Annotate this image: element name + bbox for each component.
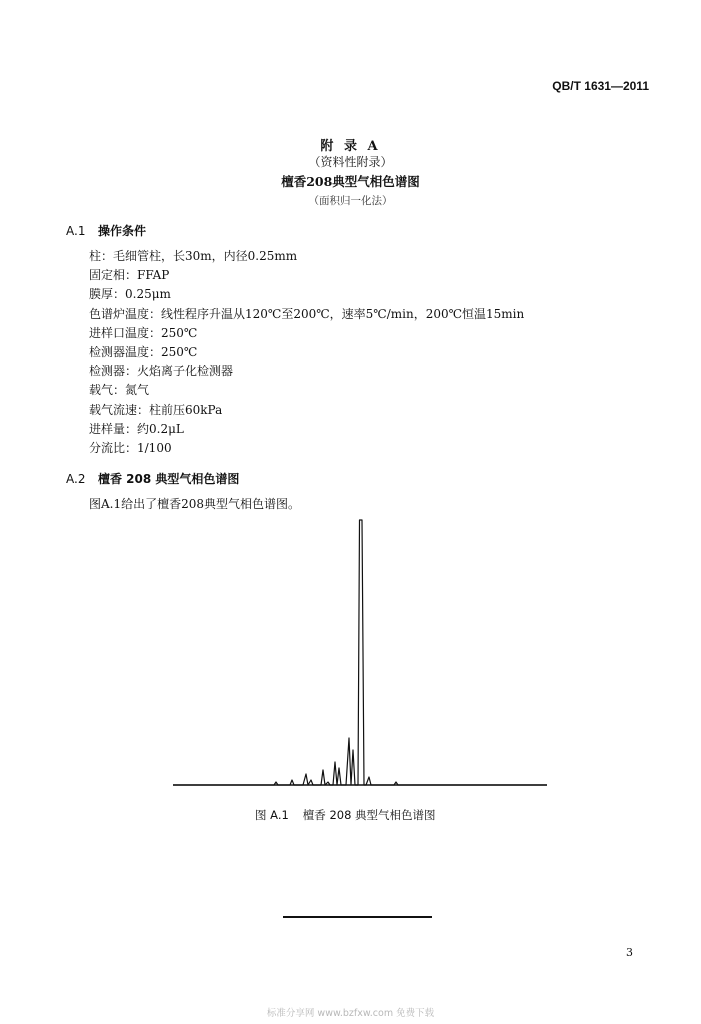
condition-detector: 检测器：火焰离子化检测器 (89, 364, 234, 379)
section-a2-heading (66, 470, 239, 487)
chromatogram-figure (170, 512, 550, 792)
section-a2-title: 檀香 208 典型气相色谱图 (98, 472, 240, 486)
footer-rule (283, 916, 432, 918)
appendix-method-note: （面积归一化法） (308, 195, 393, 207)
condition-stationary-phase: 固定相：FFAP (89, 268, 170, 283)
condition-column: 柱：毛细管柱，长30m，内径0.25mm (89, 249, 298, 263)
section-a2-number: A.2 (66, 472, 86, 486)
section-a1-title: 操作条件 (98, 224, 147, 238)
appendix-heading: 檀香208典型气相色谱图 (281, 174, 420, 189)
figure-intro-text: 图A.1给出了檀香208典型气相色谱图。 (89, 497, 301, 511)
chromatogram-trace (173, 520, 547, 785)
condition-injection-volume: 进样量：约0.2μL (89, 421, 184, 436)
condition-inlet-temperature: 进样口温度：250℃ (89, 325, 198, 340)
appendix-type-note: （资料性附录） (308, 155, 393, 169)
section-a1-heading (66, 222, 146, 239)
standard-code: QB/T 1631—2011 (552, 79, 649, 93)
page-number: 3 (626, 946, 633, 959)
section-a1-number: A.1 (66, 224, 86, 238)
operating-conditions-list (89, 247, 524, 458)
condition-oven-temperature: 色谱炉温度：线性程序升温从120℃至200℃，速率5℃/min，200℃恒温15min (89, 306, 525, 321)
figure-caption-title: 檀香 208 典型气相色谱图 (302, 808, 436, 822)
figure-caption (255, 807, 436, 823)
appendix-title: 附 录 A (320, 139, 381, 154)
condition-detector-temperature: 检测器温度：250℃ (89, 344, 198, 359)
condition-film-thickness: 膜厚：0.25μm (89, 287, 171, 302)
watermark-text: 标准分享网 www.bzfxw.com 免费下载 (266, 1008, 435, 1019)
figure-caption-number: 图 A.1 (255, 808, 289, 822)
condition-split-ratio: 分流比：1/100 (89, 440, 172, 455)
condition-carrier-gas: 载气：氮气 (89, 383, 150, 398)
condition-carrier-flow: 载气流速：柱前压60kPa (89, 402, 223, 417)
